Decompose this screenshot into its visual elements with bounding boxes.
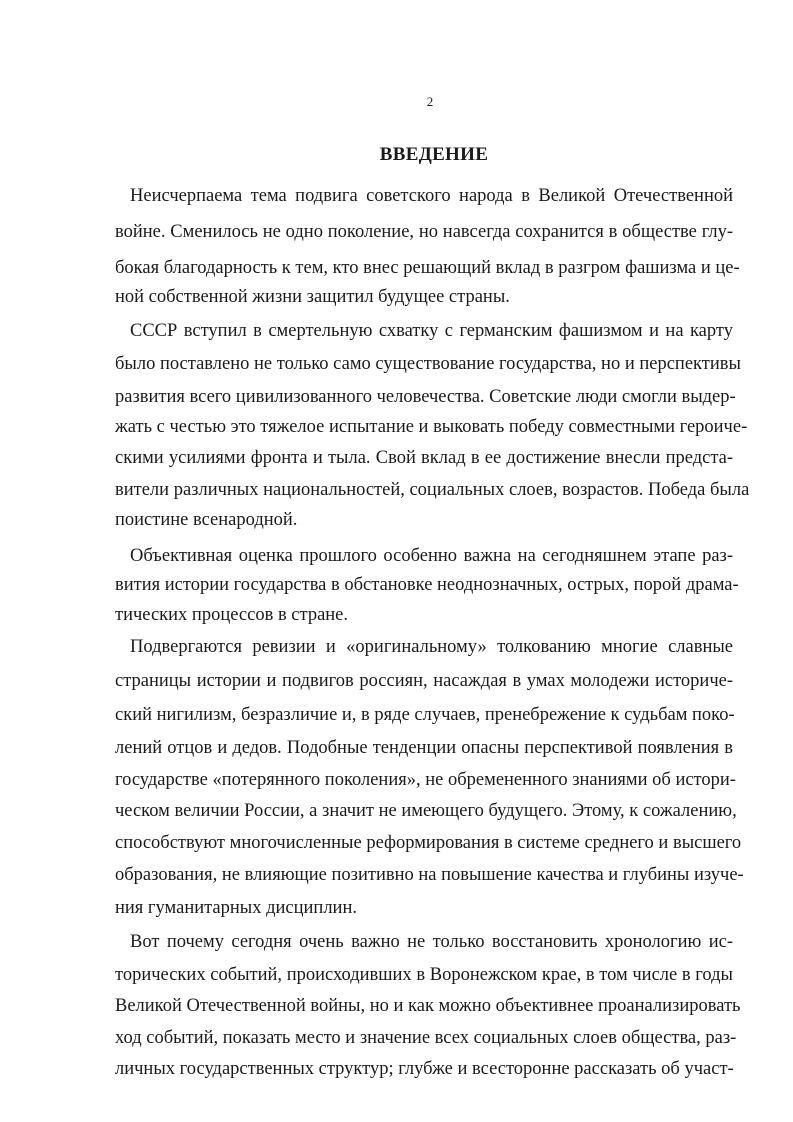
text-line: ческом величии России, а значит не имеющего будущего. Этому, к сожалению,: [115, 801, 737, 821]
text-line: тических процессов в стране.: [115, 605, 349, 625]
text-line: вители различных национальностей, социальных слоев, возрастов. Победа была: [115, 480, 750, 500]
page-number: 2: [426, 94, 434, 109]
text-line: Вот почему сегодня очень важно не только восстановить хронологию ис-: [130, 932, 733, 952]
text-line: поистине всенародной.: [115, 510, 298, 530]
text-line: личных государственных структур; глубже и всесторонне рассказать об участ-: [115, 1059, 734, 1079]
text-line: образования, не влияющие позитивно на повышение качества и глубины изуче-: [115, 865, 744, 885]
text-line: Великой Отечественной войны, но и как можно объективнее проанализировать: [115, 996, 741, 1016]
text-line: страницы истории и подвигов россиян, насаждая в умах молодежи историче-: [115, 671, 733, 691]
text-line: Неисчерпаема тема подвига советского народа в Великой Отечественной: [130, 186, 733, 206]
text-line: Подвергаются ревизии и «оригинальному» толкованию многие славные: [130, 637, 733, 657]
text-line: лений отцов и дедов. Подобные тенденции опасны перспективой появления в: [115, 738, 733, 758]
text-line: способствуют многочисленные реформирования в системе среднего и высшего: [115, 833, 742, 853]
text-line: ход событий, показать место и значение всех социальных слоев общества, раз-: [115, 1028, 737, 1048]
text-line: развития всего цивилизованного человечества. Советские люди смогли выдер-: [115, 387, 736, 407]
text-line: Объективная оценка прошлого особенно важна на сегодняшнем этапе раз-: [130, 546, 733, 566]
text-line: войне. Сменилось не одно поколение, но навсегда сохранится в обществе глу-: [115, 222, 733, 242]
text-line: жать с честью это тяжелое испытание и выковать победу совместными героиче-: [115, 417, 748, 437]
text-line: ной собственной жизни защитил будущее страны.: [115, 287, 510, 307]
text-line: СССР вступил в смертельную схватку с германским фашизмом и на карту: [130, 321, 733, 341]
page-title: ВВЕДЕНИЕ: [379, 144, 489, 165]
text-line: было поставлено не только само существование государства, но и перспективы: [115, 354, 741, 374]
text-line: ния гуманитарных дисциплин.: [115, 898, 357, 918]
text-line: ский нигилизм, безразличие и, в ряде случаев, пренебрежение к судьбам поко-: [115, 705, 735, 725]
text-line: государстве «потерянного поколения», не обремененного знаниями об истори-: [115, 770, 736, 790]
text-line: торических событий, происходивших в Воронежском крае, в том числе в годы: [115, 965, 733, 985]
text-line: скими усилиями фронта и тыла. Свой вклад в ее достижение внесли предста-: [115, 448, 733, 468]
text-line: бокая благодарность к тем, кто внес решающий вклад в разгром фашизма и це-: [115, 258, 740, 278]
text-line: вития истории государства в обстановке неоднозначных, острых, порой драма-: [115, 575, 739, 595]
